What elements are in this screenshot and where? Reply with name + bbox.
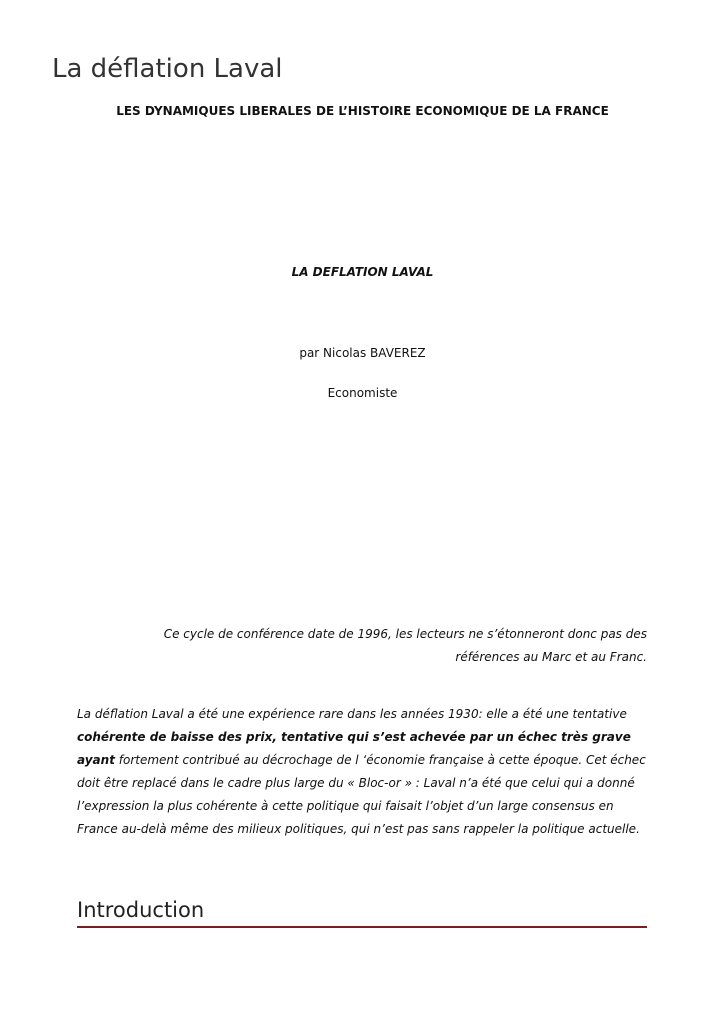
abstract-paragraph: [77, 703, 647, 841]
abstract-text-start: La déflation Laval a été une expérience rare dans les années 1930: elle a été une tentative: [77, 707, 627, 721]
section-heading-introduction: Introduction: [77, 898, 205, 922]
document-heading: LA DEFLATION LAVAL: [291, 265, 434, 279]
document-subtitle: LES DYNAMIQUES LIBERALES DE L’HISTOIRE ECONOMIQUE DE LA FRANCE: [116, 104, 609, 118]
page-title: La déflation Laval: [52, 54, 283, 84]
abstract-bold-text: cohérente de baisse des prix, tentative qui s’est achevée par un échec très grave ayant: [77, 730, 631, 767]
author-line: par Nicolas BAVEREZ: [299, 346, 426, 360]
section-divider: [77, 926, 647, 928]
author-role: Economiste: [327, 386, 398, 400]
abstract-text-end: fortement contribué au décrochage de l ‘économie française à cette époque. Cet échec doit être replacé dans le cadre plus large du « Bloc-or » : Laval n’a été que celui qui a donné l’expression la plus cohérente à cette politique qui faisait l’objet d’un large consensus en France au-delà même des milieux politiques, qui n’est pas sans rappeler la politique actuelle.: [77, 753, 646, 836]
publication-note: Ce cycle de conférence date de 1996, les lecteurs ne s’étonneront donc pas des références au Marc et au Franc.: [163, 627, 647, 664]
